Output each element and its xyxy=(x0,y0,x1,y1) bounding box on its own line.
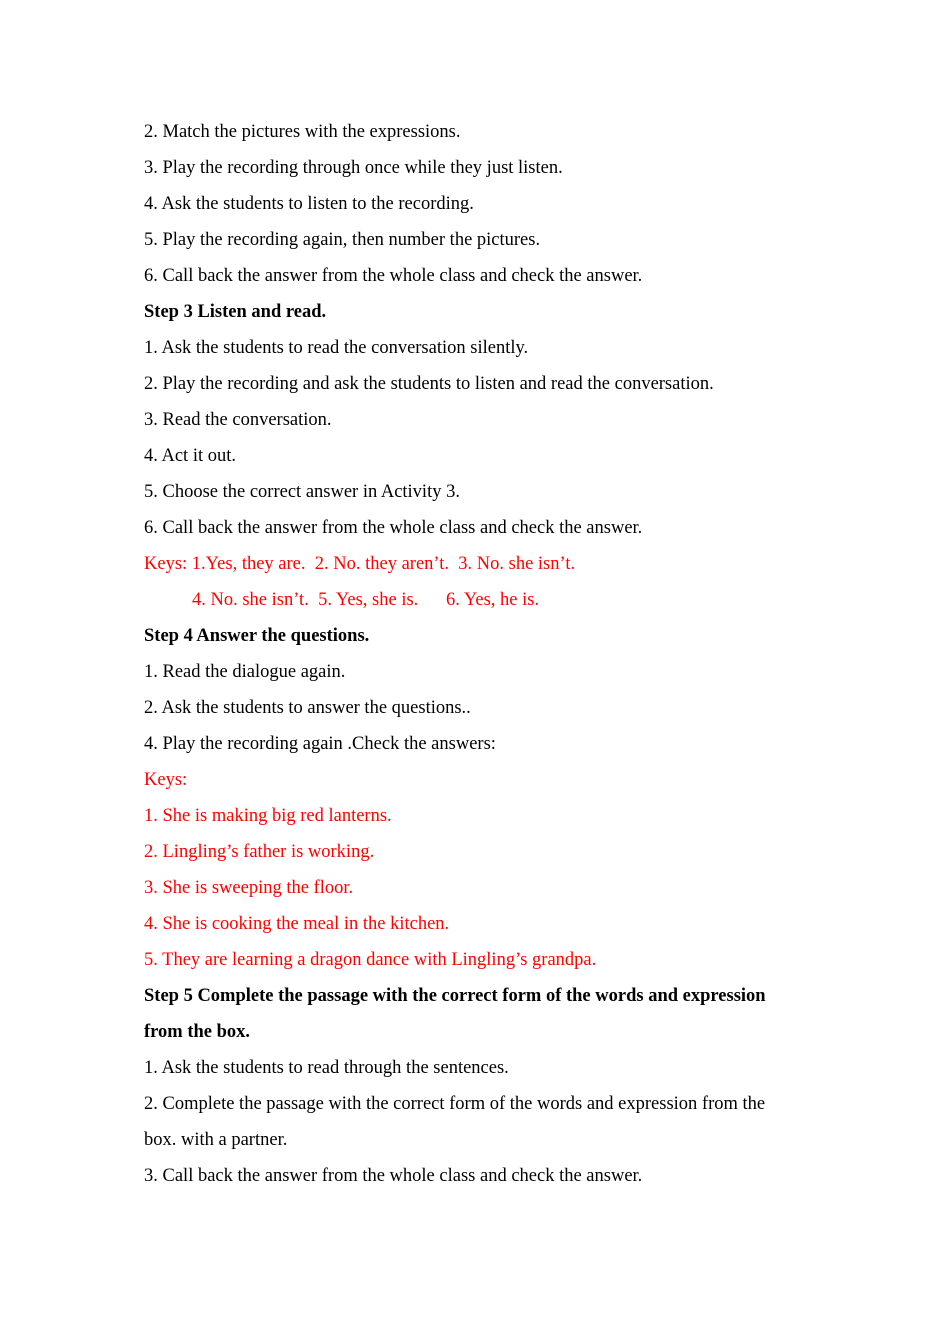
step3-item-2: 2. Play the recording and ask the students to listen and read the conversation. xyxy=(144,374,714,394)
step2-item-2: 2. Match the pictures with the expressions. xyxy=(144,122,461,142)
step5-item-2: 2. Complete the passage with the correct form of the words and expression from the xyxy=(144,1094,766,1114)
step2-item-3: 3. Play the recording through once while they just listen. xyxy=(144,158,563,178)
step4-item-2: 2. Ask the students to answer the questions.. xyxy=(144,698,471,718)
step5-heading-line-1: Step 5 Complete the passage with the correct form of the words and expression xyxy=(144,986,766,1006)
step4-keys-label: Keys: xyxy=(144,770,188,790)
step3-heading: Step 3 Listen and read. xyxy=(144,302,327,322)
step3-item-5: 5. Choose the correct answer in Activity 3. xyxy=(144,482,460,502)
step2-item-4: 4. Ask the students to listen to the recording. xyxy=(144,194,474,214)
step4-key-3: 3. She is sweeping the floor. xyxy=(144,878,354,898)
step3-item-1: 1. Ask the students to read the conversation silently. xyxy=(144,338,529,358)
step5-item-2-cont: box. with a partner. xyxy=(144,1130,288,1150)
step3-item-3: 3. Read the conversation. xyxy=(144,410,332,430)
step4-key-4: 4. She is cooking the meal in the kitchen. xyxy=(144,914,450,934)
step4-item-1: 1. Read the dialogue again. xyxy=(144,662,346,682)
step5-item-3: 3. Call back the answer from the whole class and check the answer. xyxy=(144,1166,643,1186)
document-page xyxy=(144,114,814,1194)
step4-key-1: 1. She is making big red lanterns. xyxy=(144,806,392,826)
step4-item-4: 4. Play the recording again .Check the answers: xyxy=(144,734,496,754)
step4-key-5: 5. They are learning a dragon dance with Lingling’s grandpa. xyxy=(144,950,597,970)
step2-item-6: 6. Call back the answer from the whole class and check the answer. xyxy=(144,266,643,286)
step3-keys-line-2: 4. No. she isn’t. 5. Yes, she is. 6. Yes, he is. xyxy=(192,590,540,610)
step3-keys-line-1: Keys: 1.Yes, they are. 2. No. they aren’t. 3. No. she isn’t. xyxy=(144,554,576,574)
step2-item-5: 5. Play the recording again, then number the pictures. xyxy=(144,230,541,250)
step5-heading-line-2: from the box. xyxy=(144,1022,251,1042)
step3-item-6: 6. Call back the answer from the whole class and check the answer. xyxy=(144,518,643,538)
step4-heading: Step 4 Answer the questions. xyxy=(144,626,370,646)
step3-item-4: 4. Act it out. xyxy=(144,446,236,466)
step5-item-1: 1. Ask the students to read through the sentences. xyxy=(144,1058,509,1078)
step4-key-2: 2. Lingling’s father is working. xyxy=(144,842,375,862)
